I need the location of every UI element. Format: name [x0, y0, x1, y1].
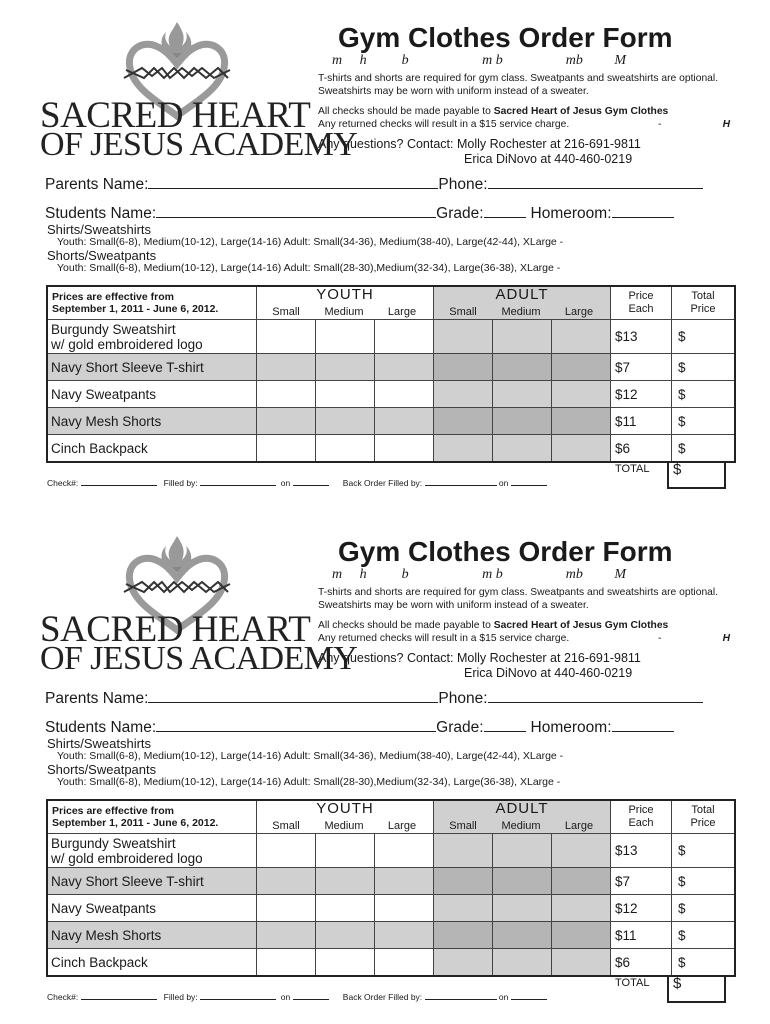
item-name	[47, 381, 257, 408]
item-price: $7	[611, 868, 672, 895]
item-name-line-2: w/ gold embroidered logo	[51, 850, 203, 866]
effective-line-1: Prices are effective from	[52, 805, 174, 817]
students-name-field[interactable]	[156, 717, 436, 732]
youth-small-qty-cell[interactable]	[257, 868, 316, 895]
price-each-line-2: Each	[628, 817, 654, 829]
grand-total-value: $	[673, 975, 682, 992]
item-price: $7	[611, 354, 672, 381]
form-title: Gym Clothes Order Form	[338, 22, 673, 53]
grade-field[interactable]	[484, 203, 526, 218]
filled-on-field[interactable]	[293, 477, 329, 486]
youth-small-qty-cell[interactable]	[257, 381, 316, 408]
adult-medium-qty-cell[interactable]	[493, 868, 552, 895]
size-guide	[47, 737, 563, 789]
adult-small-label: Small	[449, 820, 477, 832]
check-number-label: Check#:	[47, 992, 79, 1002]
contact-line-2: Erica DiNovo at 440-460-0219	[464, 152, 633, 166]
school-logo	[40, 534, 358, 677]
item-total-cell[interactable]: $	[672, 381, 736, 408]
filled-on-field[interactable]	[293, 991, 329, 1000]
youth-medium-qty-cell[interactable]	[316, 895, 375, 922]
youth-small-qty-cell[interactable]	[257, 320, 316, 354]
adult-large-qty-cell[interactable]	[552, 320, 611, 354]
parents-phone-row	[45, 688, 703, 708]
homeroom-field[interactable]	[612, 203, 674, 218]
payment-note-mark: H	[722, 633, 730, 644]
adult-small-qty-cell[interactable]	[434, 354, 493, 381]
filled-by-label: Filled by:	[163, 478, 198, 488]
returned-check-note: Any returned checks will result in a $15 service charge.	[318, 119, 570, 130]
shirts-sizes: Youth: Small(6-8), Medium(10-12), Large(14-16) Adult: Small(34-36), Medium(38-40), Large(42-44), XLarge -	[57, 236, 564, 248]
order-form-2	[0, 514, 770, 1022]
order-item-row	[47, 834, 735, 868]
form-subtitle: m h b m b mb M	[332, 567, 626, 582]
item-name	[47, 435, 257, 463]
adult-large-qty-cell[interactable]	[552, 381, 611, 408]
youth-large-label: Large	[387, 820, 417, 832]
item-price: $11	[611, 408, 672, 435]
youth-small-qty-cell[interactable]	[257, 408, 316, 435]
item-name	[47, 895, 257, 922]
adult-large-label: Large	[564, 820, 594, 832]
grade-label: Grade:	[436, 719, 484, 736]
office-use-footer	[47, 477, 547, 488]
order-item-row	[47, 435, 735, 463]
adult-small-qty-cell[interactable]	[434, 834, 493, 868]
price-each-line-1: Price	[628, 290, 654, 302]
item-name-line-1: Cinch Backpack	[51, 440, 148, 456]
price-each-header	[611, 286, 672, 320]
adult-small-qty-cell[interactable]	[434, 435, 493, 463]
item-price: $13	[611, 834, 672, 868]
youth-medium-qty-cell[interactable]	[316, 868, 375, 895]
payment-note-mark: H	[722, 119, 730, 130]
parents-name-label: Parents Name:	[45, 690, 149, 707]
item-price: $6	[611, 435, 672, 463]
price-each-line-1: Price	[628, 804, 654, 816]
item-name-line-1: Navy Mesh Shorts	[51, 413, 162, 429]
grand-total-row	[609, 977, 725, 1002]
youth-header	[257, 286, 434, 320]
item-price: $6	[611, 949, 672, 977]
adult-header	[434, 286, 611, 320]
parents-name-label: Parents Name:	[45, 176, 149, 193]
logo-text-line1: SACRED HEART	[40, 609, 311, 650]
adult-small-qty-cell[interactable]	[434, 381, 493, 408]
grade-label: Grade:	[436, 205, 484, 222]
check-number-field[interactable]	[81, 477, 157, 486]
returned-check-note: Any returned checks will result in a $15 service charge.	[318, 633, 570, 644]
shorts-sizes: Youth: Small(6-8), Medium(10-12), Large(14-16) Adult: Small(28-30),Medium(32-34), Large(36-38), XLarge -	[57, 262, 561, 274]
youth-small-qty-cell[interactable]	[257, 922, 316, 949]
price-effective-note	[47, 286, 257, 320]
uniform-note: T-shirts and shorts are required for gym class. Sweatpants and sweatshirts are optional. Sweatshirts may be worn with uniform instead of a sweater.	[318, 587, 719, 611]
back-order-on-label: on	[498, 992, 509, 1002]
student-grade-row	[45, 717, 674, 737]
contact-info	[318, 651, 641, 681]
payment-note	[318, 619, 730, 645]
adult-large-qty-cell[interactable]	[552, 949, 611, 977]
adult-large-label: Large	[564, 306, 594, 318]
phone-label: Phone:	[438, 690, 488, 707]
order-item-row	[47, 895, 735, 922]
size-guide	[47, 223, 563, 275]
item-total-cell[interactable]: $	[672, 895, 736, 922]
youth-medium-label: Medium	[324, 306, 364, 318]
item-name-line-1: Navy Short Sleeve T-shirt	[51, 873, 204, 889]
item-total-cell[interactable]: $	[672, 868, 736, 895]
contact-line-1: Any questions? Contact: Molly Rochester at 216-691-9811	[318, 137, 641, 151]
payee-name: Sacred Heart of Jesus Gym Clothes	[493, 620, 669, 631]
check-number-field[interactable]	[81, 991, 157, 1000]
total-label: TOTAL	[615, 977, 650, 989]
order-table-header	[47, 286, 735, 320]
contact-line-1: Any questions? Contact: Molly Rochester at 216-691-9811	[318, 651, 641, 665]
item-name-line-1: Navy Mesh Shorts	[51, 927, 162, 943]
adult-large-qty-cell[interactable]	[552, 354, 611, 381]
item-total-cell[interactable]: $	[672, 435, 736, 463]
filled-by-label: Filled by:	[163, 992, 198, 1002]
homeroom-field[interactable]	[612, 717, 674, 732]
school-logo	[40, 20, 358, 163]
adult-medium-label: Medium	[501, 820, 541, 832]
adult-medium-qty-cell[interactable]	[493, 834, 552, 868]
total-price-line-2: Price	[690, 817, 716, 829]
order-form-1	[0, 0, 770, 508]
students-name-field[interactable]	[156, 203, 436, 218]
filled-on-label: on	[280, 992, 291, 1002]
adult-medium-qty-cell[interactable]	[493, 435, 552, 463]
youth-medium-qty-cell[interactable]	[316, 949, 375, 977]
adult-small-qty-cell[interactable]	[434, 320, 493, 354]
shorts-heading: Shorts/Sweatpants	[47, 248, 157, 263]
phone-field[interactable]	[488, 174, 703, 189]
adult-large-qty-cell[interactable]	[552, 895, 611, 922]
total-price-header	[672, 286, 736, 320]
youth-header	[257, 800, 434, 834]
youth-medium-qty-cell[interactable]	[316, 922, 375, 949]
youth-medium-qty-cell[interactable]	[316, 320, 375, 354]
back-order-field[interactable]	[425, 477, 497, 486]
filled-on-label: on	[280, 478, 291, 488]
office-use-footer	[47, 991, 547, 1002]
item-name	[47, 922, 257, 949]
youth-small-qty-cell[interactable]	[257, 834, 316, 868]
adult-medium-qty-cell[interactable]	[493, 320, 552, 354]
item-name-line-2: w/ gold embroidered logo	[51, 336, 203, 352]
order-table	[46, 285, 736, 463]
item-name-line-1: Navy Short Sleeve T-shirt	[51, 359, 204, 375]
item-name-line-1: Navy Sweatpants	[51, 900, 157, 916]
order-item-row	[47, 354, 735, 381]
item-total-cell[interactable]: $	[672, 949, 736, 977]
adult-small-qty-cell[interactable]	[434, 868, 493, 895]
adult-small-qty-cell[interactable]	[434, 895, 493, 922]
adult-small-qty-cell[interactable]	[434, 408, 493, 435]
effective-line-2: September 1, 2011 - June 6, 2012.	[52, 303, 219, 315]
item-name	[47, 834, 257, 868]
youth-large-qty-cell[interactable]	[375, 354, 434, 381]
adult-label: ADULT	[495, 286, 549, 303]
grand-total-row	[609, 463, 725, 488]
youth-label: YOUTH	[316, 286, 374, 303]
payment-note	[318, 105, 730, 131]
item-name	[47, 949, 257, 977]
check-number-label: Check#:	[47, 478, 79, 488]
back-order-label: Back Order Filled by:	[342, 478, 423, 488]
grade-field[interactable]	[484, 717, 526, 732]
youth-medium-qty-cell[interactable]	[316, 834, 375, 868]
order-table-header	[47, 800, 735, 834]
youth-large-qty-cell[interactable]	[375, 949, 434, 977]
price-each-header	[611, 800, 672, 834]
youth-small-label: Small	[272, 820, 300, 832]
effective-line-2: September 1, 2011 - June 6, 2012.	[52, 817, 219, 829]
student-grade-row	[45, 203, 674, 223]
payment-note-dash: -	[658, 633, 662, 644]
back-order-on-field[interactable]	[511, 991, 547, 1000]
shirts-heading: Shirts/Sweatshirts	[47, 222, 152, 237]
youth-large-qty-cell[interactable]	[375, 922, 434, 949]
item-name	[47, 868, 257, 895]
item-name-line-1: Burgundy Sweatshirt	[51, 321, 176, 337]
order-item-row	[47, 408, 735, 435]
youth-medium-label: Medium	[324, 820, 364, 832]
total-price-line-1: Total	[691, 290, 715, 302]
form-title: Gym Clothes Order Form	[338, 536, 673, 567]
youth-label: YOUTH	[316, 800, 374, 817]
youth-small-qty-cell[interactable]	[257, 895, 316, 922]
total-price-line-1: Total	[691, 804, 715, 816]
shirts-sizes: Youth: Small(6-8), Medium(10-12), Large(14-16) Adult: Small(34-36), Medium(38-40), Large(42-44), XLarge -	[57, 750, 564, 762]
order-item-row	[47, 868, 735, 895]
youth-medium-qty-cell[interactable]	[316, 435, 375, 463]
youth-large-qty-cell[interactable]	[375, 381, 434, 408]
item-total-cell[interactable]: $	[672, 408, 736, 435]
logo-text-line1: SACRED HEART	[40, 95, 311, 136]
item-price: $11	[611, 922, 672, 949]
homeroom-label: Homeroom:	[530, 205, 612, 222]
youth-large-label: Large	[387, 306, 417, 318]
item-total-cell[interactable]: $	[672, 922, 736, 949]
filled-by-field[interactable]	[200, 991, 276, 1000]
youth-medium-qty-cell[interactable]	[316, 408, 375, 435]
adult-header	[434, 800, 611, 834]
form-subtitle: m h b m b mb M	[332, 53, 626, 68]
adult-small-qty-cell[interactable]	[434, 922, 493, 949]
adult-medium-qty-cell[interactable]	[493, 949, 552, 977]
youth-large-qty-cell[interactable]	[375, 320, 434, 354]
price-each-line-2: Each	[628, 303, 654, 315]
back-order-on-field[interactable]	[511, 477, 547, 486]
grand-total-value: $	[673, 461, 682, 478]
item-total-cell[interactable]: $	[672, 354, 736, 381]
item-name-line-1: Navy Sweatpants	[51, 386, 157, 402]
youth-small-qty-cell[interactable]	[257, 435, 316, 463]
adult-medium-qty-cell[interactable]	[493, 408, 552, 435]
total-price-header	[672, 800, 736, 834]
logo-text-line2: OF JESUS ACADEMY	[40, 126, 358, 163]
youth-large-qty-cell[interactable]	[375, 868, 434, 895]
adult-large-qty-cell[interactable]	[552, 922, 611, 949]
item-price: $12	[611, 895, 672, 922]
youth-medium-qty-cell[interactable]	[316, 354, 375, 381]
total-label: TOTAL	[615, 463, 650, 475]
uniform-note: T-shirts and shorts are required for gym class. Sweatpants and sweatshirts are optional. Sweatshirts may be worn with uniform instead of a sweater.	[318, 73, 719, 97]
order-item-row	[47, 922, 735, 949]
order-item-row	[47, 381, 735, 408]
order-table	[46, 799, 736, 977]
item-name	[47, 408, 257, 435]
payment-note-prefix: All checks should be made payable to	[318, 620, 494, 631]
effective-line-1: Prices are effective from	[52, 291, 174, 303]
students-name-label: Students Name:	[45, 719, 157, 736]
shirts-heading: Shirts/Sweatshirts	[47, 736, 152, 751]
parents-name-field[interactable]	[148, 174, 438, 189]
back-order-on-label: on	[498, 478, 509, 488]
item-total-cell[interactable]: $	[672, 320, 736, 354]
order-item-row	[47, 320, 735, 354]
total-price-line-2: Price	[690, 303, 716, 315]
youth-small-qty-cell[interactable]	[257, 949, 316, 977]
homeroom-label: Homeroom:	[530, 719, 612, 736]
shorts-sizes: Youth: Small(6-8), Medium(10-12), Large(14-16) Adult: Small(28-30),Medium(32-34), Large(36-38), XLarge -	[57, 776, 561, 788]
youth-large-qty-cell[interactable]	[375, 895, 434, 922]
youth-large-qty-cell[interactable]	[375, 435, 434, 463]
payment-note-prefix: All checks should be made payable to	[318, 106, 494, 117]
contact-line-2: Erica DiNovo at 440-460-0219	[464, 666, 633, 680]
shorts-heading: Shorts/Sweatpants	[47, 762, 157, 777]
youth-medium-qty-cell[interactable]	[316, 381, 375, 408]
price-effective-note	[47, 800, 257, 834]
adult-medium-qty-cell[interactable]	[493, 381, 552, 408]
back-order-label: Back Order Filled by:	[342, 992, 423, 1002]
youth-small-qty-cell[interactable]	[257, 354, 316, 381]
back-order-field[interactable]	[425, 991, 497, 1000]
item-total-cell[interactable]: $	[672, 834, 736, 868]
adult-small-label: Small	[449, 306, 477, 318]
parents-phone-row	[45, 174, 703, 194]
order-item-row	[47, 949, 735, 977]
grand-total-field[interactable]	[667, 461, 726, 489]
payment-note-dash: -	[658, 119, 662, 130]
phone-field[interactable]	[488, 688, 703, 703]
payee-name: Sacred Heart of Jesus Gym Clothes	[493, 106, 669, 117]
youth-large-qty-cell[interactable]	[375, 408, 434, 435]
item-name-line-1: Cinch Backpack	[51, 954, 148, 970]
adult-large-qty-cell[interactable]	[552, 435, 611, 463]
adult-large-qty-cell[interactable]	[552, 834, 611, 868]
grand-total-field[interactable]	[667, 975, 726, 1003]
youth-small-label: Small	[272, 306, 300, 318]
item-name	[47, 320, 257, 354]
adult-medium-qty-cell[interactable]	[493, 354, 552, 381]
adult-small-qty-cell[interactable]	[434, 949, 493, 977]
youth-large-qty-cell[interactable]	[375, 834, 434, 868]
adult-label: ADULT	[495, 800, 549, 817]
item-price: $12	[611, 381, 672, 408]
item-name-line-1: Burgundy Sweatshirt	[51, 835, 176, 851]
phone-label: Phone:	[438, 176, 488, 193]
logo-text-line2: OF JESUS ACADEMY	[40, 640, 358, 677]
parents-name-field[interactable]	[148, 688, 438, 703]
item-price: $13	[611, 320, 672, 354]
adult-medium-label: Medium	[501, 306, 541, 318]
adult-large-qty-cell[interactable]	[552, 408, 611, 435]
students-name-label: Students Name:	[45, 205, 157, 222]
adult-medium-qty-cell[interactable]	[493, 922, 552, 949]
adult-large-qty-cell[interactable]	[552, 868, 611, 895]
item-name	[47, 354, 257, 381]
contact-info	[318, 137, 641, 167]
filled-by-field[interactable]	[200, 477, 276, 486]
adult-medium-qty-cell[interactable]	[493, 895, 552, 922]
